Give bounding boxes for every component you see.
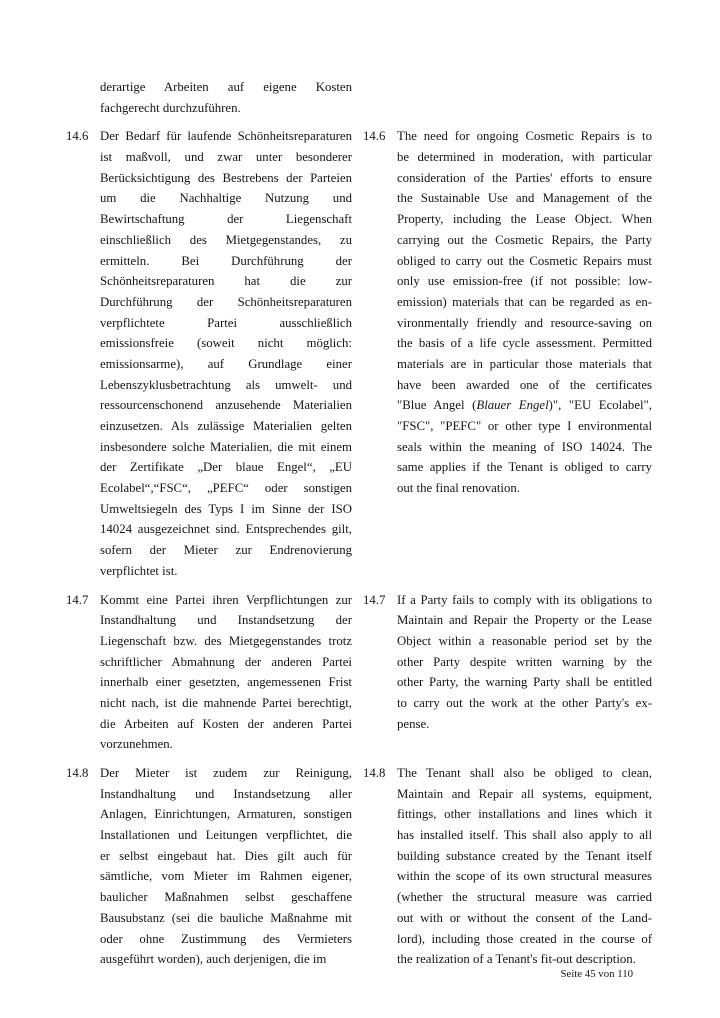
- text-line: emissionsfreie (soweit nicht möglich:: [100, 336, 352, 351]
- text-line: Bewirtschaftung der Liegenschaft: [100, 212, 352, 227]
- text-line: 14024 ausgezeichnet sind. Entsprechendes gilt,: [100, 522, 352, 537]
- text-line: (whether the structural measure was carried: [397, 890, 652, 905]
- text-line: only use emission-free (if not possible: low-: [397, 274, 652, 289]
- section-number-left: 14.8: [66, 766, 89, 780]
- text-line: Kommt eine Partei ihren Verpflichtungen zur: [100, 592, 352, 607]
- text-line: ressourcenschonend anzusehende Materialien: [100, 398, 352, 413]
- text-line: um die Nachhaltige Nutzung und: [100, 191, 352, 206]
- text-line: baulicher Maßnahmen selbst geschaffene: [100, 890, 352, 905]
- text-line: have been awarded one of the certificates: [397, 377, 652, 392]
- text-line: same applies if the Tenant is obliged to carry: [397, 460, 652, 475]
- text-line: Liegenschaft bzw. des Mietgegenstandes trotz: [100, 633, 352, 648]
- text-line: schriftlicher Abmahnung der anderen Partei: [100, 654, 352, 669]
- text-line: ist maßvoll, und zwar unter besonderer: [100, 150, 352, 165]
- section-row-14-7: [66, 590, 652, 756]
- english-paragraph-14-6: [397, 126, 652, 581]
- text-line: consideration of the Parties' efforts to ensure: [397, 170, 652, 185]
- section-number-right: 14.8: [363, 766, 386, 780]
- text-line: "FSC", "PEFC" or other type I environmental: [397, 419, 652, 433]
- text-line: Instandhaltung und Instandsetzung aller: [100, 786, 352, 801]
- text-line: Instandhaltung und Instandsetzung der: [100, 613, 352, 628]
- section-number-right: 14.7: [363, 592, 386, 607]
- text-line: fittings, other installations and lines which it: [397, 807, 652, 822]
- german-paragraph-14-8: [100, 763, 352, 970]
- section-row-14-8: [66, 763, 652, 970]
- german-paragraph-14-6: [100, 126, 352, 581]
- section-number-left: 14.6: [66, 129, 89, 144]
- text-segment: "Blue Angel (: [397, 398, 477, 413]
- text-line: Maintain and Repair the Property or the Lease: [397, 613, 652, 628]
- english-paragraph-14-7: [397, 590, 652, 756]
- document-body: [66, 77, 652, 978]
- text-line: einschließlich des Mietgegenstandes, zu: [100, 232, 352, 247]
- text-line: die Arbeiten auf Kosten der anderen Partei: [100, 716, 352, 731]
- text-line: sämtliche, vom Mieter im Rahmen eigener,: [100, 869, 352, 884]
- text-line: vironmentally friendly and resource-saving on: [397, 315, 652, 330]
- section-number-right: 14.6: [363, 129, 386, 144]
- text-line: Durchführung der Schönheitsreparaturen: [100, 294, 352, 309]
- text-line: seals within the meaning of ISO 14024. The: [397, 439, 652, 454]
- text-line: innerhalb einer gesetzten, angemessenen Frist: [100, 675, 352, 690]
- text-segment: )", "EU Ecolabel",: [548, 398, 652, 413]
- column-gutter: [352, 590, 363, 756]
- text-line: Berücksichtigung des Bestrebens der Parteien: [100, 170, 352, 185]
- text-line: out the final renovation.: [397, 481, 520, 496]
- text-line: to carry out the work at the other Party's ex-: [397, 695, 652, 710]
- text-line: carrying out the Cosmetic Repairs, the Party: [397, 232, 652, 247]
- text-line: oder ohne Zustimmung des Vermieters: [100, 931, 352, 946]
- text-line: has installed itself. This shall also apply to all: [397, 828, 652, 843]
- text-line: fachgerecht durchzuführen.: [100, 100, 241, 115]
- italic-text-segment: Blauer Engel: [476, 398, 549, 413]
- text-line: Bausubstanz (sei die bauliche Maßnahme mit: [100, 910, 352, 925]
- text-line: Anlagen, Einrichtungen, Armaturen, sonstigen: [100, 807, 352, 822]
- german-continuation-paragraph: [100, 77, 352, 118]
- text-line: ermitteln. Bei Durchführung der: [100, 253, 352, 268]
- english-paragraph-14-8: [397, 763, 652, 970]
- text-line: out with or without the consent of the Land-: [397, 910, 652, 925]
- section-row-14-6: [66, 126, 652, 581]
- text-line: other Party, the warning Party shall be entitled: [397, 675, 652, 690]
- text-line: emissionsarme), auf Grundlage einer: [100, 356, 352, 371]
- text-line: Schönheitsreparaturen hat die zur: [100, 274, 352, 289]
- text-line: Umweltsiegeln des Typs I im Sinne der ISO: [100, 501, 352, 516]
- german-paragraph-14-7: [100, 590, 352, 756]
- english-continuation-paragraph: [397, 77, 652, 118]
- column-gutter: [352, 763, 363, 970]
- text-line: Installationen und Leitungen verpflichtet, die: [100, 828, 352, 843]
- text-line: lord), including those created in the course of: [397, 931, 652, 946]
- text-line: sofern der Mieter zur Endrenovierung: [100, 543, 352, 558]
- text-line: the basis of a life cycle assessment. Permitted: [397, 336, 652, 351]
- text-line: The need for ongoing Cosmetic Repairs is to: [397, 129, 652, 144]
- text-line: If a Party fails to comply with its obligations to: [397, 592, 652, 607]
- text-line: einzusetzen. Als zulässige Materialien gelten: [100, 419, 352, 433]
- text-line: The Tenant shall also be obliged to clean,: [397, 766, 652, 780]
- text-line: verpflichtete Partei ausschließlich: [100, 315, 352, 330]
- text-line: verpflichtet ist.: [100, 563, 178, 578]
- text-line: materials are in particular those materials that: [397, 356, 652, 371]
- text-line: der Zertifikate „Der blaue Engel“, „EU: [100, 460, 352, 475]
- text-line: nicht nach, ist die mahnende Partei berechtigt,: [100, 695, 352, 710]
- text-line: Ecolabel“,“FSC“, „PEFC“ oder sonstigen: [100, 481, 352, 496]
- text-line: Lebenszyklusbetrachtung als umwelt- und: [100, 377, 352, 392]
- section-number-left: 14.7: [66, 592, 89, 607]
- section-number-right-empty: [363, 77, 397, 118]
- text-line: Maintain and Repair all systems, equipment,: [397, 786, 652, 801]
- text-line: [397, 395, 652, 416]
- text-line: Property, including the Lease Object. When: [397, 212, 652, 227]
- text-line: the realization of a Tenant's fit-out description.: [397, 952, 636, 967]
- text-line: other Party despite written warning by the: [397, 654, 652, 669]
- page-number: Seite 45 von 110: [560, 968, 633, 980]
- column-gutter: [352, 126, 363, 581]
- text-line: Der Mieter ist zudem zur Reinigung,: [100, 766, 352, 780]
- column-gutter: [352, 77, 363, 118]
- text-line: Der Bedarf für laufende Schönheitsreparaturen: [100, 129, 352, 144]
- text-line: derartige Arbeiten auf eigene Kosten: [100, 80, 352, 94]
- text-line: ausgeführt worden), auch derjenigen, die im: [100, 952, 327, 967]
- text-line: within the scope of its own structural measures: [397, 869, 652, 884]
- text-line: er selbst eingebaut hat. Dies gilt auch für: [100, 848, 352, 863]
- text-line: vorzunehmen.: [100, 737, 173, 752]
- text-line: Object within a reasonable period set by the: [397, 633, 652, 648]
- text-line: building substance created by the Tenant itself: [397, 848, 652, 863]
- text-line: the Sustainable Use and Management of the: [397, 191, 652, 206]
- text-line: emission) materials that can be regarded as en-: [397, 294, 652, 309]
- text-line: pense.: [397, 716, 430, 731]
- text-line: insbesondere solche Materialien, die mit einem: [100, 439, 352, 454]
- section-number-left-empty: [66, 77, 100, 118]
- text-line: obliged to carry out the Cosmetic Repairs must: [397, 253, 652, 268]
- continuation-row: [66, 77, 652, 118]
- text-line: be determined in moderation, with particular: [397, 150, 652, 165]
